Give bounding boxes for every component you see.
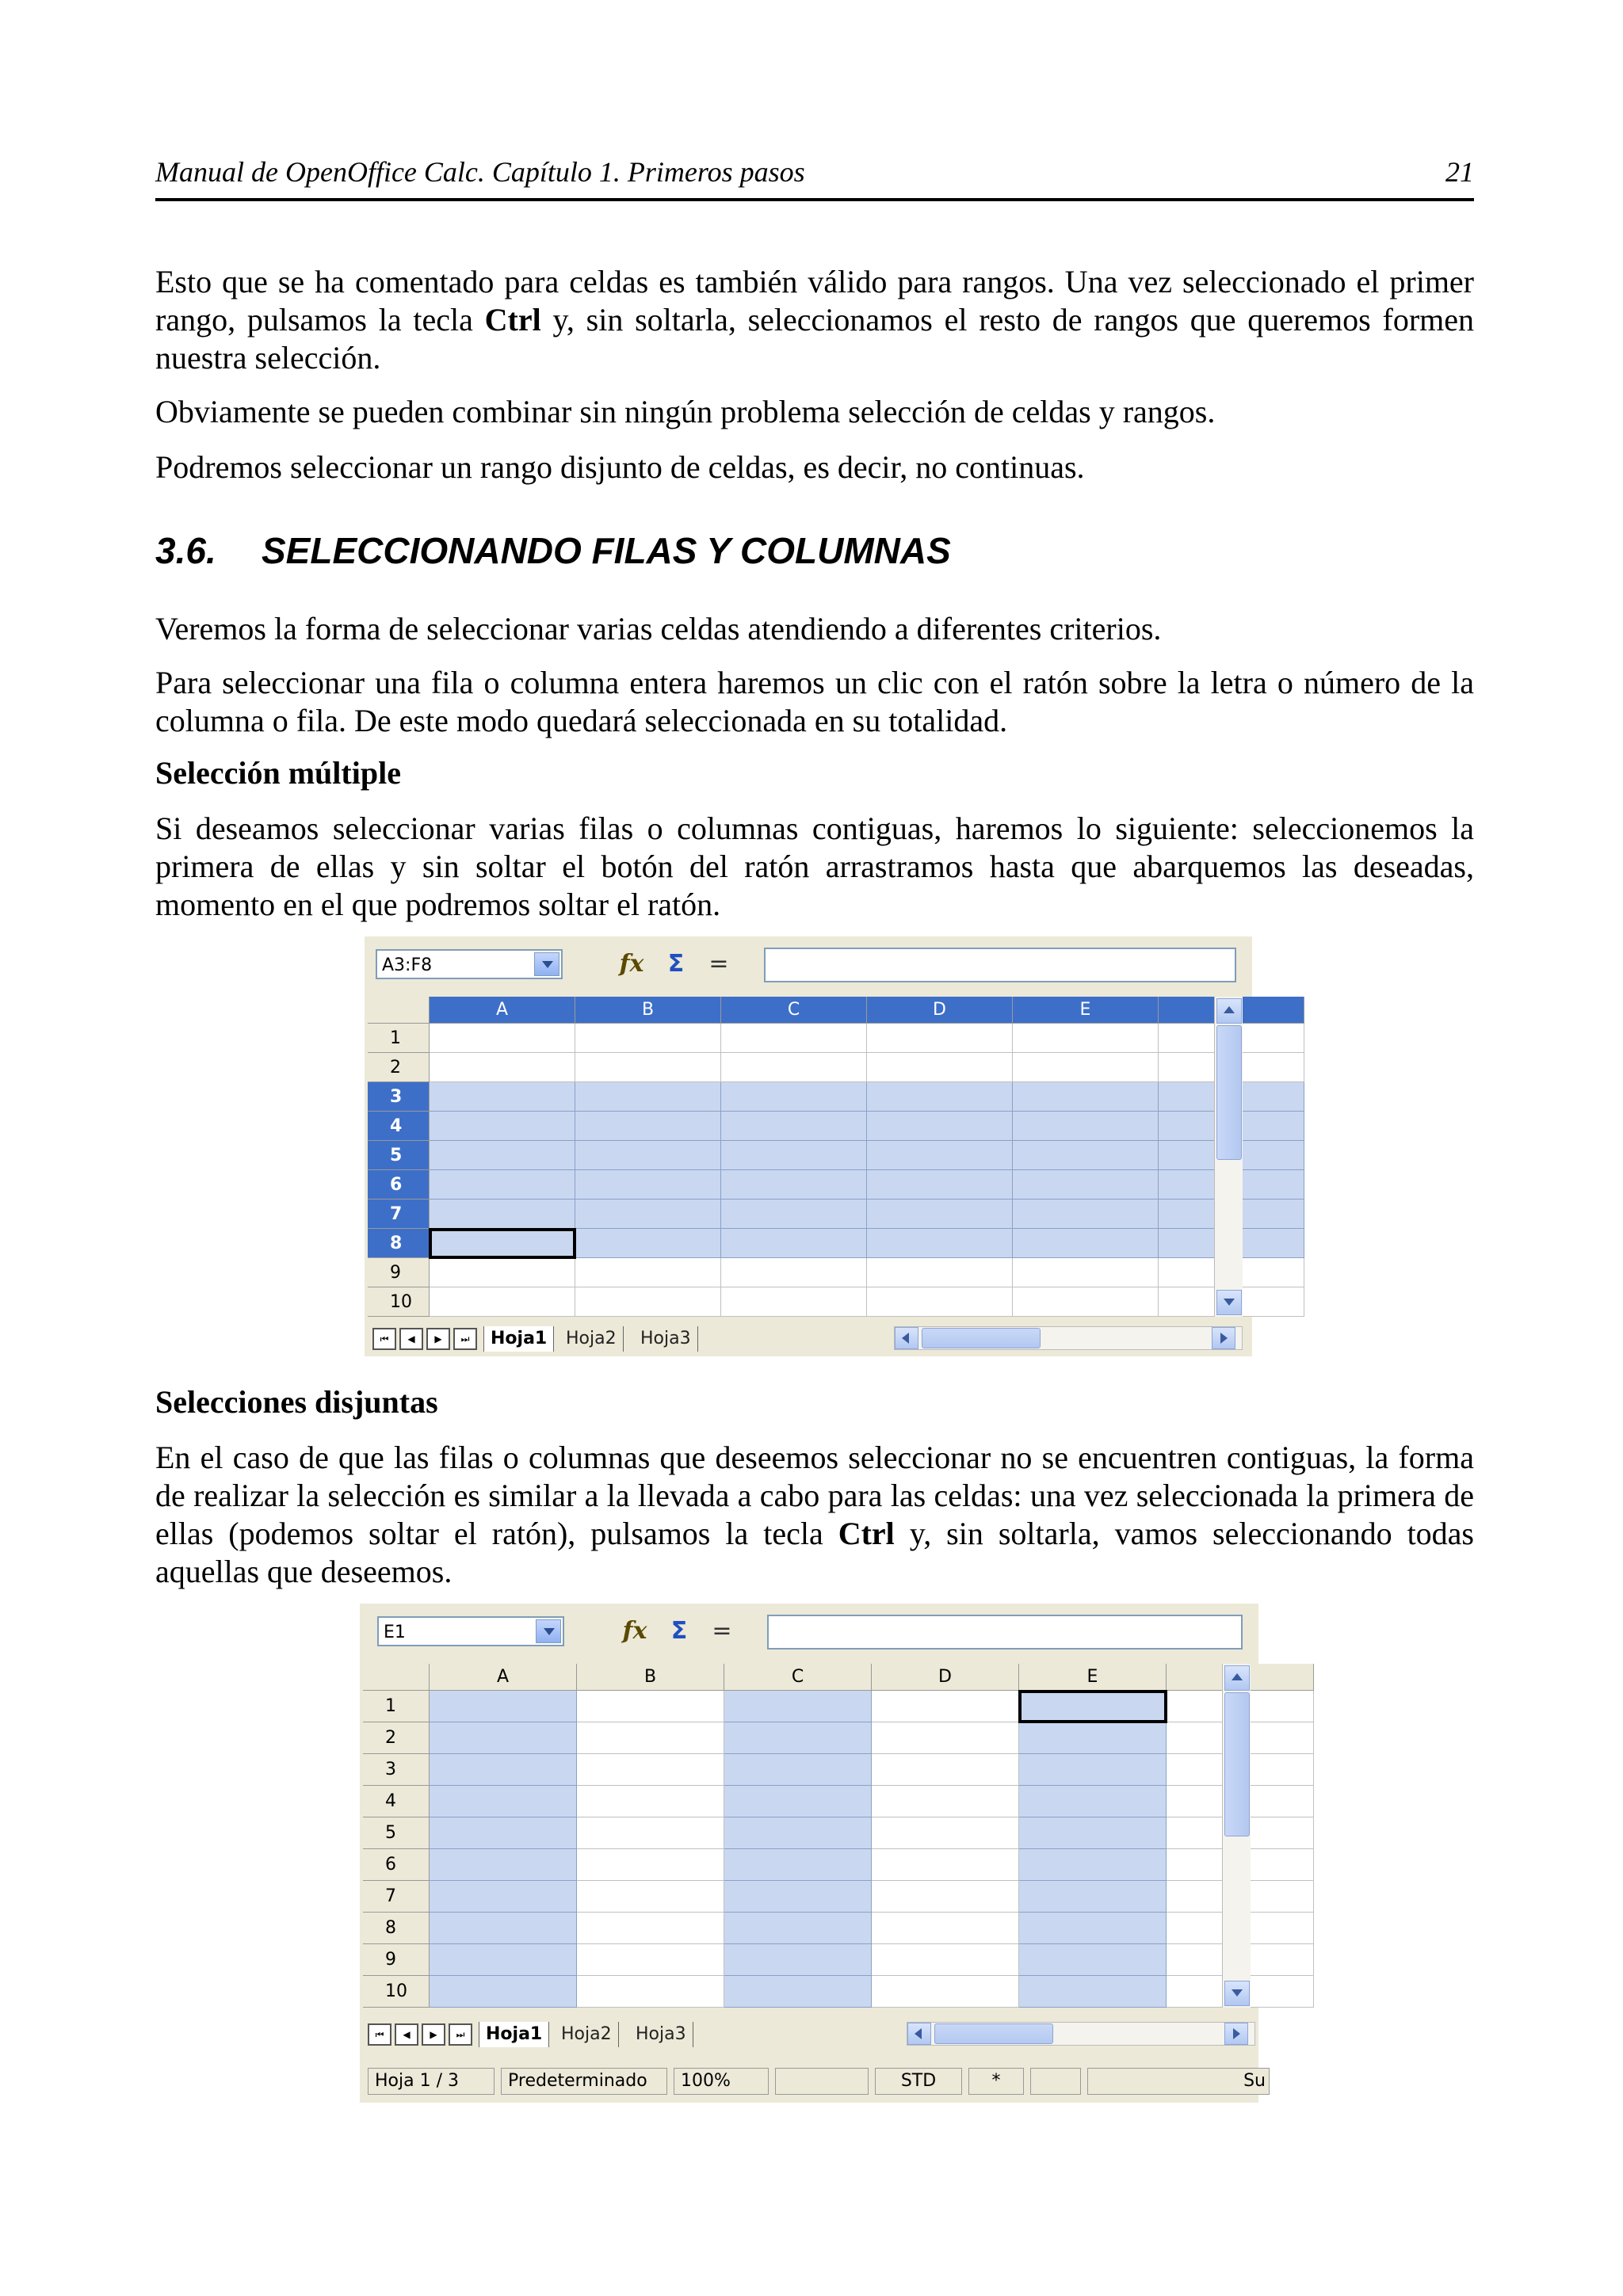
scroll-up-icon[interactable]	[1224, 1665, 1250, 1691]
corner-select-all[interactable]	[363, 1664, 430, 1691]
column-header[interactable]: A	[430, 1664, 577, 1691]
grid-cell[interactable]	[867, 1229, 1013, 1258]
grid-cell[interactable]	[430, 1258, 575, 1287]
row-header[interactable]: 10	[363, 1976, 430, 2008]
section-paragraph-3: Si deseamos seleccionar varias filas o columnas contiguas, haremos lo siguiente: seleccionemos la primera de ellas y sin soltar el botón del ratón arrastramos hasta que abarquemos las deseadas, momento en el que podremos soltar el ratón.	[155, 810, 1474, 922]
intro-paragraph-1: Esto que se ha comentado para celdas es también válido para rangos. Una vez seleccionado el primer rango, pulsamos la tecla Ctrl y, sin soltarla, seleccionamos el resto de rangos que queremos formen nuestra selección.	[155, 264, 1475, 376]
grid-cell[interactable]	[430, 1170, 575, 1199]
column-header[interactable]: C	[721, 997, 867, 1024]
grid-cell[interactable]	[575, 1170, 721, 1199]
grid-cell[interactable]	[724, 1881, 872, 1913]
grid-cell[interactable]	[430, 1913, 577, 1944]
row-header[interactable]: 2	[363, 1722, 430, 1754]
grid-cell[interactable]	[430, 1691, 577, 1722]
grid-cell[interactable]	[577, 1849, 724, 1881]
spreadsheet-screenshot-rows	[365, 936, 1252, 1356]
grid-cell[interactable]	[721, 1199, 867, 1229]
sheet-tab-hoja3[interactable]: Hoja3	[634, 1326, 698, 1352]
first-sheet-icon[interactable]: ⏮	[368, 2023, 391, 2046]
function-wizard-icon[interactable]: fx	[622, 1617, 647, 1645]
grid-cell[interactable]	[1013, 1229, 1159, 1258]
status-bar	[363, 2063, 1266, 2098]
grid-cell[interactable]	[867, 1112, 1013, 1141]
grid-cell[interactable]	[724, 1817, 872, 1849]
grid-cell[interactable]	[1019, 1722, 1167, 1754]
next-sheet-icon[interactable]: ▶	[426, 1328, 450, 1350]
column-header[interactable]: A	[430, 997, 575, 1024]
grid-cell[interactable]	[577, 1817, 724, 1849]
section-paragraph-4: En el caso de que las filas o columnas que deseemos seleccionar no se encuentren contiguas, la forma de realizar la selección es similar a la llevada a cabo para las celdas: una vez seleccionada la primera de ellas (podemos soltar el ratón), pulsamos la tecla Ctrl y, sin soltarla, vamos seleccionando todas aquellas que deseemos.	[155, 1440, 1475, 1589]
grid-cell[interactable]	[430, 1881, 577, 1913]
header-title: Manual de OpenOffice Calc. Capítulo 1. Primeros pasos	[155, 156, 805, 188]
spreadsheet-screenshot-columns	[360, 1604, 1266, 2103]
row-header[interactable]: 8	[363, 1913, 430, 1944]
grid-cell[interactable]	[1013, 1287, 1159, 1317]
grid-cell[interactable]	[721, 1170, 867, 1199]
scroll-thumb[interactable]	[1224, 1692, 1250, 1836]
status-field: Hoja 1 / 3	[368, 2068, 495, 2095]
row-header[interactable]: 6	[363, 1849, 430, 1881]
scroll-thumb[interactable]	[934, 2023, 1053, 2044]
grid-cell[interactable]	[430, 1944, 577, 1976]
sheet-tab-hoja2[interactable]: Hoja2	[559, 1326, 624, 1352]
grid-cell[interactable]	[430, 1287, 575, 1317]
grid-cell[interactable]	[577, 1913, 724, 1944]
grid-cell[interactable]	[1013, 1112, 1159, 1141]
sheet-tab-hoja2[interactable]: Hoja2	[555, 2022, 619, 2047]
grid-cell[interactable]	[721, 1258, 867, 1287]
column-header[interactable]: E	[1013, 997, 1159, 1024]
scroll-up-icon[interactable]	[1216, 998, 1242, 1024]
grid-cell[interactable]	[430, 1199, 575, 1229]
status-field	[1030, 2068, 1081, 2095]
subheading-disjoint: Selecciones disjuntas	[155, 1384, 438, 1420]
row-header[interactable]: 3	[363, 1754, 430, 1786]
grid-cell[interactable]	[577, 1691, 724, 1722]
grid-cell[interactable]	[1019, 1817, 1167, 1849]
column-header[interactable]: C	[724, 1664, 872, 1691]
grid-cell[interactable]	[721, 1082, 867, 1112]
status-field: Su	[1087, 2068, 1270, 2095]
grid-cell[interactable]	[575, 1229, 721, 1258]
grid-cell[interactable]	[1013, 1082, 1159, 1112]
sheet-tab-bar	[368, 1323, 1243, 1353]
sheet-grid[interactable]	[368, 997, 1243, 1317]
horizontal-scrollbar[interactable]	[907, 2022, 1255, 2046]
grid-cell[interactable]	[577, 1881, 724, 1913]
grid-cell[interactable]	[867, 1082, 1013, 1112]
grid-cell[interactable]	[721, 1229, 867, 1258]
grid-cell[interactable]	[430, 1976, 577, 2008]
grid-cell[interactable]	[430, 1112, 575, 1141]
scroll-down-icon[interactable]	[1224, 1981, 1250, 2006]
grid-cell[interactable]	[575, 1082, 721, 1112]
column-header[interactable]: B	[575, 997, 721, 1024]
grid-cell[interactable]	[724, 1786, 872, 1817]
last-sheet-icon[interactable]: ⏭	[453, 1328, 477, 1350]
column-header[interactable]: E	[1019, 1664, 1167, 1691]
grid-cell[interactable]	[721, 1112, 867, 1141]
grid-cell[interactable]	[872, 1786, 1019, 1817]
row-header[interactable]: 6	[368, 1170, 430, 1199]
scroll-thumb[interactable]	[922, 1328, 1041, 1348]
status-field: 100%	[674, 2068, 769, 2095]
grid-cell[interactable]	[1019, 1849, 1167, 1881]
row-header[interactable]: 8	[368, 1229, 430, 1258]
grid-cell[interactable]	[577, 1754, 724, 1786]
horizontal-scrollbar[interactable]	[894, 1326, 1243, 1350]
page-number: 21	[1445, 156, 1474, 188]
grid-cell[interactable]	[724, 1976, 872, 2008]
grid-cell[interactable]	[430, 1053, 575, 1082]
grid-cell[interactable]	[575, 1258, 721, 1287]
grid-cell[interactable]	[577, 1786, 724, 1817]
grid-cell[interactable]	[872, 1691, 1019, 1722]
grid-cell[interactable]	[1019, 1944, 1167, 1976]
sum-icon[interactable]: Σ	[667, 950, 685, 978]
prev-sheet-icon[interactable]: ◀	[395, 2023, 418, 2046]
equals-icon[interactable]: =	[712, 1617, 732, 1645]
grid-cell[interactable]	[872, 1944, 1019, 1976]
sheet-tab-hoja3[interactable]: Hoja3	[629, 2022, 693, 2047]
next-sheet-icon[interactable]: ▶	[422, 2023, 445, 2046]
section-paragraph-1: Veremos la forma de seleccionar varias celdas atendiendo a diferentes criterios.	[155, 611, 1162, 646]
grid-cell[interactable]	[1013, 1170, 1159, 1199]
grid-cell[interactable]	[1019, 1754, 1167, 1786]
formula-input[interactable]	[767, 1615, 1243, 1650]
grid-cell[interactable]	[575, 1141, 721, 1170]
grid-cell[interactable]	[724, 1754, 872, 1786]
grid-cell[interactable]	[1013, 1024, 1159, 1053]
grid-cell[interactable]	[430, 1141, 575, 1170]
grid-cell[interactable]	[724, 1722, 872, 1754]
column-header[interactable]: B	[577, 1664, 724, 1691]
grid-cell[interactable]	[721, 1053, 867, 1082]
dropdown-arrow-icon[interactable]	[536, 1619, 561, 1643]
grid-cell[interactable]	[1013, 1258, 1159, 1287]
name-box[interactable]: E1	[377, 1616, 564, 1646]
grid-cell[interactable]	[1019, 1881, 1167, 1913]
status-field: Predeterminado	[501, 2068, 667, 2095]
grid-cell[interactable]	[867, 1024, 1013, 1053]
grid-cell[interactable]	[724, 1913, 872, 1944]
status-field: *	[968, 2068, 1024, 2095]
grid-cell[interactable]	[872, 1817, 1019, 1849]
dropdown-arrow-icon[interactable]	[534, 952, 559, 976]
scroll-thumb[interactable]	[1216, 1025, 1242, 1160]
grid-cell[interactable]	[575, 1287, 721, 1317]
grid-cell[interactable]	[430, 1817, 577, 1849]
subheading-multiple: Selección múltiple	[155, 755, 401, 791]
last-sheet-icon[interactable]: ⏭	[449, 2023, 472, 2046]
grid-cell[interactable]	[872, 1881, 1019, 1913]
grid-cell[interactable]	[430, 1722, 577, 1754]
vertical-scrollbar[interactable]	[1214, 997, 1243, 1317]
grid-cell[interactable]	[430, 1786, 577, 1817]
row-header[interactable]: 7	[363, 1881, 430, 1913]
sheet-grid[interactable]	[363, 1664, 1255, 2008]
sum-icon[interactable]: Σ	[670, 1617, 688, 1645]
grid-cell[interactable]	[575, 1112, 721, 1141]
grid-cell[interactable]	[872, 1849, 1019, 1881]
grid-cell[interactable]	[872, 1754, 1019, 1786]
page-header	[155, 155, 1474, 201]
grid-cell[interactable]	[872, 1976, 1019, 2008]
row-header[interactable]: 9	[363, 1944, 430, 1976]
row-header[interactable]: 1	[368, 1024, 430, 1053]
grid-cell[interactable]	[575, 1199, 721, 1229]
row-header[interactable]: 4	[363, 1786, 430, 1817]
grid-cell[interactable]	[430, 1082, 575, 1112]
section-heading: 3.6. SELECCIONANDO FILAS Y COLUMNAS	[155, 530, 951, 571]
grid-cell[interactable]	[575, 1053, 721, 1082]
intro-paragraph-3: Podremos seleccionar un rango disjunto de celdas, es decir, no continuas.	[155, 449, 1085, 485]
grid-cell[interactable]	[430, 1024, 575, 1053]
vertical-scrollbar[interactable]	[1222, 1664, 1251, 2008]
scroll-down-icon[interactable]	[1216, 1290, 1242, 1315]
grid-cell[interactable]	[1013, 1141, 1159, 1170]
grid-cell[interactable]	[724, 1849, 872, 1881]
grid-cell[interactable]	[724, 1691, 872, 1722]
grid-cell[interactable]	[1013, 1053, 1159, 1082]
grid-cell[interactable]	[577, 1722, 724, 1754]
grid-cell[interactable]	[867, 1199, 1013, 1229]
grid-cell[interactable]	[867, 1170, 1013, 1199]
column-header[interactable]: D	[867, 997, 1013, 1024]
sheet-tab-bar	[363, 2019, 1255, 2049]
grid-cell[interactable]	[577, 1976, 724, 2008]
grid-cell[interactable]	[867, 1141, 1013, 1170]
intro-paragraph-2: Obviamente se pueden combinar sin ningún problema selección de celdas y rangos.	[155, 394, 1216, 429]
status-field: STD	[875, 2068, 962, 2095]
grid-cell[interactable]	[1019, 1913, 1167, 1944]
grid-cell[interactable]	[872, 1722, 1019, 1754]
grid-cell[interactable]	[867, 1258, 1013, 1287]
scroll-left-icon[interactable]	[895, 1327, 918, 1349]
status-field	[775, 2068, 869, 2095]
grid-cell[interactable]	[721, 1141, 867, 1170]
grid-cell[interactable]	[1013, 1199, 1159, 1229]
grid-cell[interactable]	[1019, 1786, 1167, 1817]
row-header[interactable]: 3	[368, 1082, 430, 1112]
grid-cell[interactable]	[724, 1944, 872, 1976]
scroll-left-icon[interactable]	[907, 2023, 931, 2045]
grid-cell[interactable]	[1019, 1976, 1167, 2008]
row-header[interactable]: 4	[368, 1112, 430, 1141]
grid-cell[interactable]	[575, 1024, 721, 1053]
row-header[interactable]: 10	[368, 1287, 430, 1317]
function-wizard-icon[interactable]: fx	[619, 950, 644, 978]
row-header[interactable]: 5	[363, 1817, 430, 1849]
row-header[interactable]: 9	[368, 1258, 430, 1287]
corner-select-all[interactable]	[368, 997, 430, 1024]
grid-cell[interactable]	[872, 1913, 1019, 1944]
scroll-right-icon[interactable]	[1224, 2023, 1248, 2045]
row-header[interactable]: 1	[363, 1691, 430, 1722]
prev-sheet-icon[interactable]: ◀	[399, 1328, 423, 1350]
active-cell-cursor	[1018, 1690, 1167, 1723]
row-header[interactable]: 5	[368, 1141, 430, 1170]
grid-cell[interactable]	[430, 1849, 577, 1881]
formula-input[interactable]	[764, 948, 1236, 982]
section-paragraph-2: Para seleccionar una fila o columna entera haremos un clic con el ratón sobre la letra o número de la columna o fila. De este modo quedará seleccionada en su totalidad.	[155, 665, 1474, 738]
grid-cell[interactable]	[867, 1287, 1013, 1317]
scroll-right-icon[interactable]	[1212, 1327, 1235, 1349]
name-box[interactable]: A3:F8	[376, 949, 563, 979]
equals-icon[interactable]: =	[708, 950, 729, 978]
grid-cell[interactable]	[867, 1053, 1013, 1082]
grid-cell[interactable]	[721, 1024, 867, 1053]
grid-cell[interactable]	[430, 1754, 577, 1786]
row-header[interactable]: 7	[368, 1199, 430, 1229]
first-sheet-icon[interactable]: ⏮	[372, 1328, 396, 1350]
sheet-tab-hoja1[interactable]: Hoja1	[479, 2022, 549, 2047]
active-cell-cursor	[429, 1228, 576, 1259]
row-header[interactable]: 2	[368, 1053, 430, 1082]
grid-cell[interactable]	[577, 1944, 724, 1976]
grid-cell[interactable]	[721, 1287, 867, 1317]
sheet-tab-hoja1[interactable]: Hoja1	[483, 1326, 554, 1352]
column-header[interactable]: D	[872, 1664, 1019, 1691]
